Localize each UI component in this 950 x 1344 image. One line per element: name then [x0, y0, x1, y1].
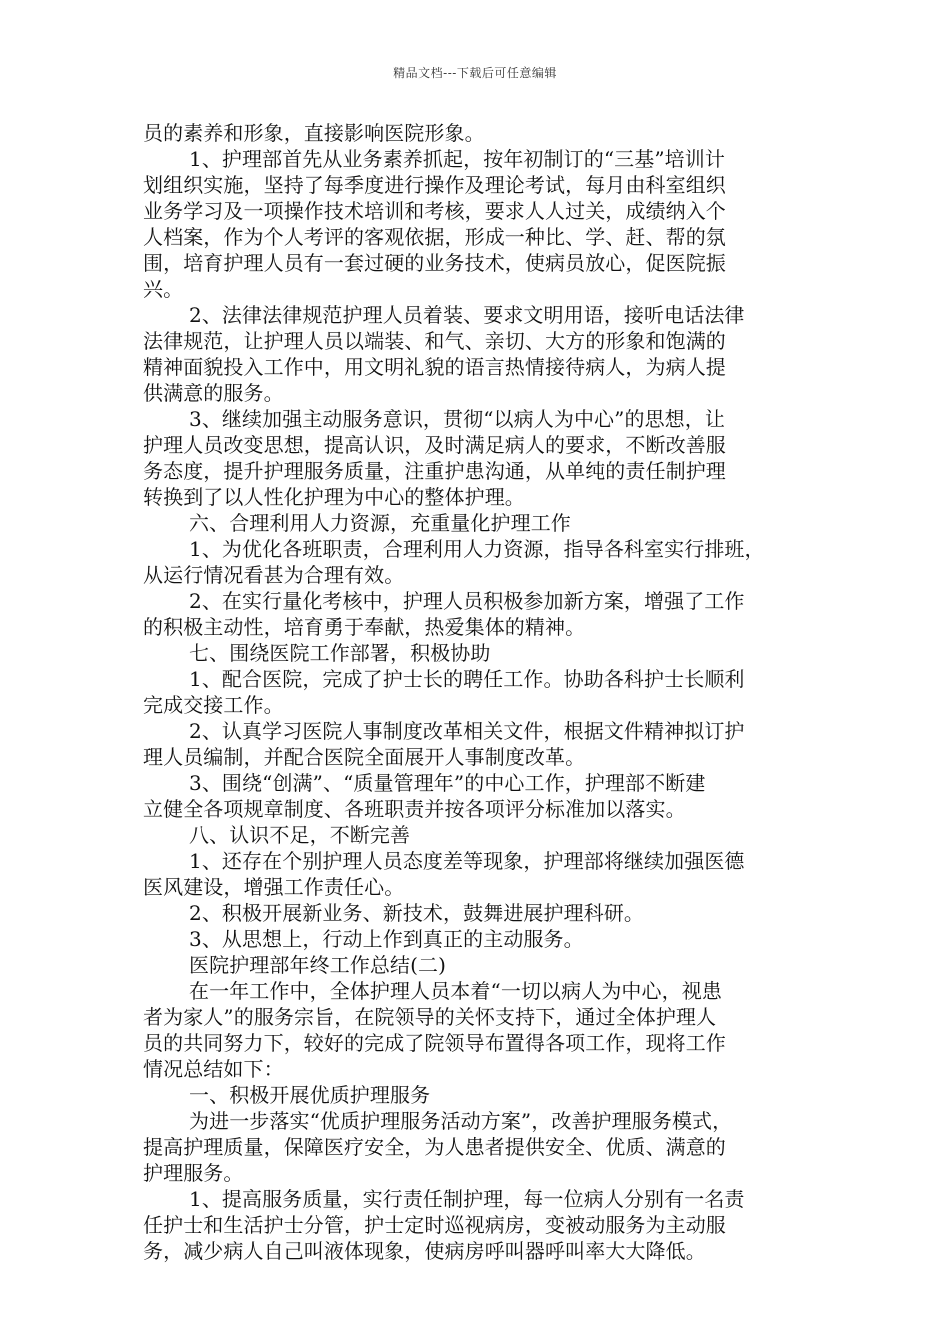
text-line: 完成交接工作。: [143, 693, 284, 717]
text-line: 2、认真学习医院人事制度改革相关文件，根据文件精神拟订护: [189, 719, 745, 743]
page-header: 精品文档---下载后可任意编辑: [393, 66, 557, 80]
text-line: 提高护理质量，保障医疗安全，为人患者提供安全、优质、满意的: [143, 1135, 726, 1159]
text-line: 者为家人”的服务宗旨，在院领导的关怀支持下，通过全体护理人: [143, 1005, 717, 1029]
text-line: 的积极主动性，培育勇于奉献，热爱集体的精神。: [143, 615, 586, 639]
text-line: 精神面貌投入工作中，用文明礼貌的语言热情接待病人，为病人提: [143, 355, 726, 379]
text-line: 为进一步落实“优质护理服务活动方案”，改善护理服务模式，: [189, 1109, 733, 1133]
text-line: 医风建设，增强工作责任心。: [143, 875, 405, 899]
text-line: 划组织实施，坚持了每季度进行操作及理论考试，每月由科室组织: [143, 173, 726, 197]
text-line: 2、在实行量化考核中，护理人员积极参加新方案，增强了工作: [189, 589, 745, 613]
text-line: 1、为优化各班职责，合理利用人力资源，指导各科室实行排班，: [189, 537, 765, 561]
text-line: 法律规范，让护理人员以端装、和气、亲切、大方的形象和饱满的: [143, 329, 726, 353]
text-line: 转换到了以人性化护理为中心的整体护理。: [143, 485, 525, 509]
text-line: 一、积极开展优质护理服务: [189, 1083, 431, 1107]
text-line: 1、配合医院，完成了护士长的聘任工作。协助各科护士长顺利: [189, 667, 745, 691]
text-line: 1、护理部首先从业务素养抓起，按年初制订的“三基”培训计: [189, 147, 725, 171]
text-line: 员的共同努力下，较好的完成了院领导布置得各项工作，现将工作: [143, 1031, 726, 1055]
text-line: 务，减少病人自己叫液体现象，使病房呼叫器呼叫率大大降低。: [143, 1239, 706, 1263]
text-line: 立健全各项规章制度、各班职责并按各项评分标准加以落实。: [143, 797, 686, 821]
text-line: 员的素养和形象，直接影响医院形象。: [143, 121, 485, 145]
text-line: 六、合理利用人力资源，充重量化护理工作: [189, 511, 571, 535]
text-line: 3、继续加强主动服务意识，贯彻“以病人为中心”的思想，让: [189, 407, 725, 431]
text-line: 业务学习及一项操作技术培训和考核，要求人人过关，成绩纳入个: [143, 199, 726, 223]
text-line: 3、从思想上，行动上作到真正的主动服务。: [189, 927, 584, 951]
text-line: 理人员编制，并配合医院全面展开人事制度改革。: [143, 745, 586, 769]
text-line: 七、围绕医院工作部署，积极协助: [189, 641, 491, 665]
text-line: 人档案，作为个人考评的客观依据，形成一种比、学、赶、帮的氛: [143, 225, 726, 249]
text-line: 医院护理部年终工作总结(二): [189, 953, 447, 977]
text-line: 3、围绕“创满”、“质量管理年”的中心工作，护理部不断建: [189, 771, 706, 795]
text-line: 护理服务。: [143, 1161, 244, 1185]
document-body: [143, 120, 811, 1264]
text-line: 在一年工作中，全体护理人员本着“一切以病人为中心，视患: [189, 979, 722, 1003]
text-line: 兴。: [143, 277, 184, 301]
text-line: 任护士和生活护士分管，护士定时巡视病房，变被动服务为主动服: [143, 1213, 726, 1237]
text-line: 八、认识不足，不断完善: [189, 823, 411, 847]
text-line: 2、积极开展新业务、新技术，鼓舞进展护理科研。: [189, 901, 645, 925]
text-line: 围，培育护理人员有一套过硬的业务技术，使病员放心，促医院振: [143, 251, 726, 275]
text-line: 护理人员改变思想，提高认识，及时满足病人的要求，不断改善服: [143, 433, 726, 457]
text-line: 1、还存在个别护理人员态度差等现象，护理部将继续加强医德: [189, 849, 745, 873]
text-line: 从运行情况看甚为合理有效。: [143, 563, 405, 587]
text-line: 情况总结如下：: [143, 1057, 284, 1081]
text-line: 1、提高服务质量，实行责任制护理，每一位病人分别有一名责: [189, 1187, 745, 1211]
text-line: 供满意的服务。: [143, 381, 284, 405]
text-line: 2、法律法律规范护理人员着装、要求文明用语，接听电话法律: [189, 303, 745, 327]
text-line: 务态度，提升护理服务质量，注重护患沟通，从单纯的责任制护理: [143, 459, 726, 483]
